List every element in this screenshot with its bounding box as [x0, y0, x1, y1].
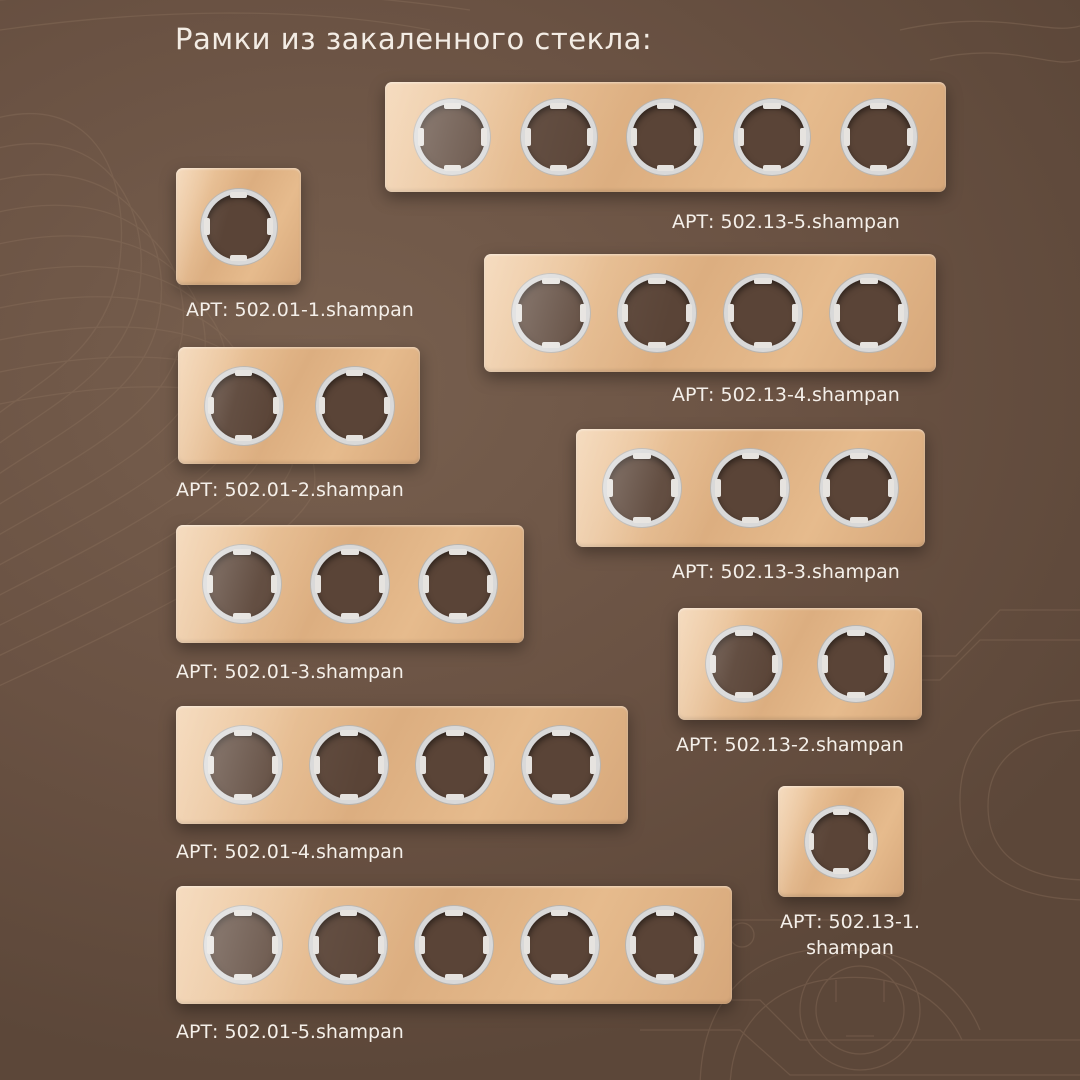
caption-502-13-2: АРТ: 502.13-2.shampan: [676, 734, 904, 756]
clip-tab-top: [551, 910, 569, 916]
clip-tab-right: [483, 936, 489, 954]
socket-hole: [314, 911, 382, 979]
clip-tab-right: [273, 397, 279, 415]
caption-502-01-3: АРТ: 502.01-3.shampan: [176, 661, 404, 683]
frame-502-01-4[interactable]: [176, 706, 628, 824]
clip-tab-left: [844, 128, 850, 145]
clip-tab-bottom: [763, 165, 780, 171]
clip-tab-top: [735, 630, 752, 636]
clip-tab-left: [419, 936, 425, 954]
clip-tab-right: [792, 304, 798, 322]
frame-502-13-3[interactable]: [576, 429, 925, 547]
clip-tab-left: [607, 479, 613, 497]
socket-hole: [632, 104, 698, 170]
clip-tab-top: [230, 192, 247, 198]
caption-502-01-2: АРТ: 502.01-2.shampan: [176, 479, 404, 501]
clip-tab-bottom: [446, 794, 464, 800]
clip-tab-top: [340, 910, 358, 916]
clip-tab-right: [868, 833, 874, 849]
clip-tab-bottom: [550, 165, 567, 171]
clip-tab-right: [800, 128, 806, 145]
clip-tab-left: [313, 936, 319, 954]
clip-tab-top: [341, 549, 359, 555]
clip-tab-top: [446, 730, 464, 736]
clip-tab-right: [484, 756, 490, 774]
clip-tab-top: [235, 370, 253, 376]
frame-502-01-3[interactable]: [176, 525, 524, 643]
clip-tab-top: [850, 453, 868, 459]
clip-tab-left: [315, 575, 321, 593]
clip-tab-bottom: [552, 794, 570, 800]
clip-tab-top: [552, 730, 570, 736]
clip-tab-top: [340, 730, 358, 736]
socket-hole: [739, 104, 805, 170]
clip-tab-right: [267, 218, 273, 235]
clip-tab-left: [710, 655, 716, 672]
clip-tab-right: [378, 756, 384, 774]
socket-hole: [823, 631, 889, 697]
clip-tab-left: [420, 756, 426, 774]
caption-502-13-1: [760, 910, 940, 961]
socket-hole: [421, 731, 489, 799]
clip-tab-top: [833, 809, 849, 815]
clip-tab-right: [686, 304, 692, 322]
socket-hole: [527, 731, 595, 799]
socket-hole: [206, 194, 272, 260]
clip-tab-left: [516, 304, 522, 322]
clip-tab-left: [423, 575, 429, 593]
clip-tab-bottom: [648, 342, 666, 348]
clip-tab-left: [525, 128, 531, 145]
clip-tab-bottom: [551, 974, 569, 980]
socket-hole: [526, 104, 592, 170]
clip-tab-right: [378, 936, 384, 954]
clip-tab-top: [542, 278, 560, 284]
clip-tab-bottom: [346, 435, 364, 441]
socket-hole: [420, 911, 488, 979]
clip-tab-top: [860, 278, 878, 284]
clip-tab-right: [898, 304, 904, 322]
clip-tab-right: [587, 128, 593, 145]
clip-tab-top: [742, 453, 760, 459]
socket-hole: [835, 279, 903, 347]
clip-tab-bottom: [656, 974, 674, 980]
frame-502-01-5[interactable]: [176, 886, 732, 1004]
caption-502-13-1-line1: АРТ: 502.13-1.: [780, 911, 920, 933]
caption-502-01-4: АРТ: 502.01-4.shampan: [176, 841, 404, 863]
clip-tab-right: [884, 655, 890, 672]
clip-tab-bottom: [449, 613, 467, 619]
clip-tab-right: [590, 756, 596, 774]
clip-tab-left: [822, 655, 828, 672]
clip-tab-bottom: [340, 974, 358, 980]
socket-hole: [716, 454, 784, 522]
clip-tab-bottom: [850, 517, 868, 523]
clip-tab-top: [763, 103, 780, 109]
clip-tab-top: [847, 630, 864, 636]
clip-tab-top: [449, 549, 467, 555]
clip-tab-top: [233, 549, 251, 555]
clip-tab-bottom: [445, 974, 463, 980]
clip-tab-right: [384, 397, 390, 415]
clip-tab-left: [834, 304, 840, 322]
socket-hole: [316, 550, 384, 618]
frame-502-13-4[interactable]: [484, 254, 936, 372]
clip-tab-bottom: [233, 613, 251, 619]
clip-tab-left: [526, 756, 532, 774]
clip-tab-right: [694, 936, 700, 954]
clip-tab-right: [780, 479, 786, 497]
caption-502-13-1-line2: shampan: [806, 936, 894, 959]
clip-tab-right: [272, 756, 278, 774]
clip-tab-right: [487, 575, 493, 593]
clip-tab-bottom: [860, 342, 878, 348]
socket-hole: [209, 731, 277, 799]
socket-hole: [729, 279, 797, 347]
socket-hole: [631, 911, 699, 979]
socket-hole: [424, 550, 492, 618]
frame-502-13-2[interactable]: [678, 608, 922, 720]
clip-tab-right: [671, 479, 677, 497]
clip-tab-bottom: [742, 517, 760, 523]
clip-tab-right: [379, 575, 385, 593]
clip-tab-left: [207, 936, 213, 954]
clip-tab-left: [524, 936, 530, 954]
clip-tab-left: [630, 936, 636, 954]
caption-502-01-1: АРТ: 502.01-1.shampan: [186, 299, 414, 321]
clip-tab-top: [633, 453, 651, 459]
clip-tab-left: [738, 128, 744, 145]
clip-tab-top: [346, 370, 364, 376]
clip-tab-top: [648, 278, 666, 284]
socket-hole: [209, 911, 277, 979]
clip-tab-bottom: [341, 613, 359, 619]
clip-tab-top: [445, 910, 463, 916]
clip-tab-bottom: [235, 435, 253, 441]
socket-hole: [608, 454, 676, 522]
socket-hole: [810, 811, 872, 873]
clip-tab-left: [208, 397, 214, 415]
socket-hole: [825, 454, 893, 522]
socket-hole: [846, 104, 912, 170]
clip-tab-left: [319, 397, 325, 415]
clip-tab-left: [823, 479, 829, 497]
clip-tab-left: [418, 128, 424, 145]
frame-502-01-1[interactable]: [176, 168, 301, 285]
clip-tab-right: [589, 936, 595, 954]
clip-tab-top: [656, 910, 674, 916]
clip-tab-right: [907, 128, 913, 145]
clip-tab-bottom: [847, 692, 864, 698]
clip-tab-right: [888, 479, 894, 497]
socket-hole: [623, 279, 691, 347]
caption-502-13-5: АРТ: 502.13-5.shampan: [672, 211, 900, 233]
clip-tab-top: [550, 103, 567, 109]
clip-tab-top: [657, 103, 674, 109]
socket-hole: [419, 104, 485, 170]
clip-tab-left: [207, 575, 213, 593]
clip-tab-bottom: [234, 794, 252, 800]
clip-tab-left: [728, 304, 734, 322]
clip-tab-top: [444, 103, 461, 109]
clip-tab-top: [234, 730, 252, 736]
caption-502-01-5: АРТ: 502.01-5.shampan: [176, 1021, 404, 1043]
socket-hole: [321, 372, 389, 440]
clip-tab-left: [809, 833, 815, 849]
clip-tab-left: [208, 756, 214, 774]
clip-tab-bottom: [833, 868, 849, 874]
clip-tab-top: [234, 910, 252, 916]
caption-502-13-3: АРТ: 502.13-3.shampan: [672, 561, 900, 583]
clip-tab-left: [204, 218, 210, 235]
clip-tab-bottom: [735, 692, 752, 698]
clip-tab-left: [314, 756, 320, 774]
frame-502-13-5[interactable]: [385, 82, 946, 192]
clip-tab-bottom: [230, 255, 247, 261]
clip-tab-bottom: [444, 165, 461, 171]
clip-tab-bottom: [633, 517, 651, 523]
frame-502-01-2[interactable]: [178, 347, 420, 464]
frame-502-13-1[interactable]: [778, 786, 904, 897]
clip-tab-left: [715, 479, 721, 497]
socket-hole: [711, 631, 777, 697]
clip-tab-bottom: [340, 794, 358, 800]
socket-hole: [517, 279, 585, 347]
clip-tab-bottom: [870, 165, 887, 171]
clip-tab-bottom: [542, 342, 560, 348]
clip-tab-right: [481, 128, 487, 145]
caption-502-13-4: АРТ: 502.13-4.shampan: [672, 384, 900, 406]
clip-tab-right: [580, 304, 586, 322]
clip-tab-left: [631, 128, 637, 145]
clip-tab-bottom: [754, 342, 772, 348]
clip-tab-bottom: [657, 165, 674, 171]
clip-tab-right: [694, 128, 700, 145]
socket-hole: [526, 911, 594, 979]
clip-tab-top: [754, 278, 772, 284]
socket-hole: [315, 731, 383, 799]
clip-tab-top: [870, 103, 887, 109]
clip-tab-right: [772, 655, 778, 672]
page-title: Рамки из закаленного стекла:: [175, 22, 653, 56]
clip-tab-right: [272, 936, 278, 954]
clip-tab-bottom: [234, 974, 252, 980]
clip-tab-left: [622, 304, 628, 322]
socket-hole: [210, 372, 278, 440]
socket-hole: [208, 550, 276, 618]
clip-tab-right: [271, 575, 277, 593]
